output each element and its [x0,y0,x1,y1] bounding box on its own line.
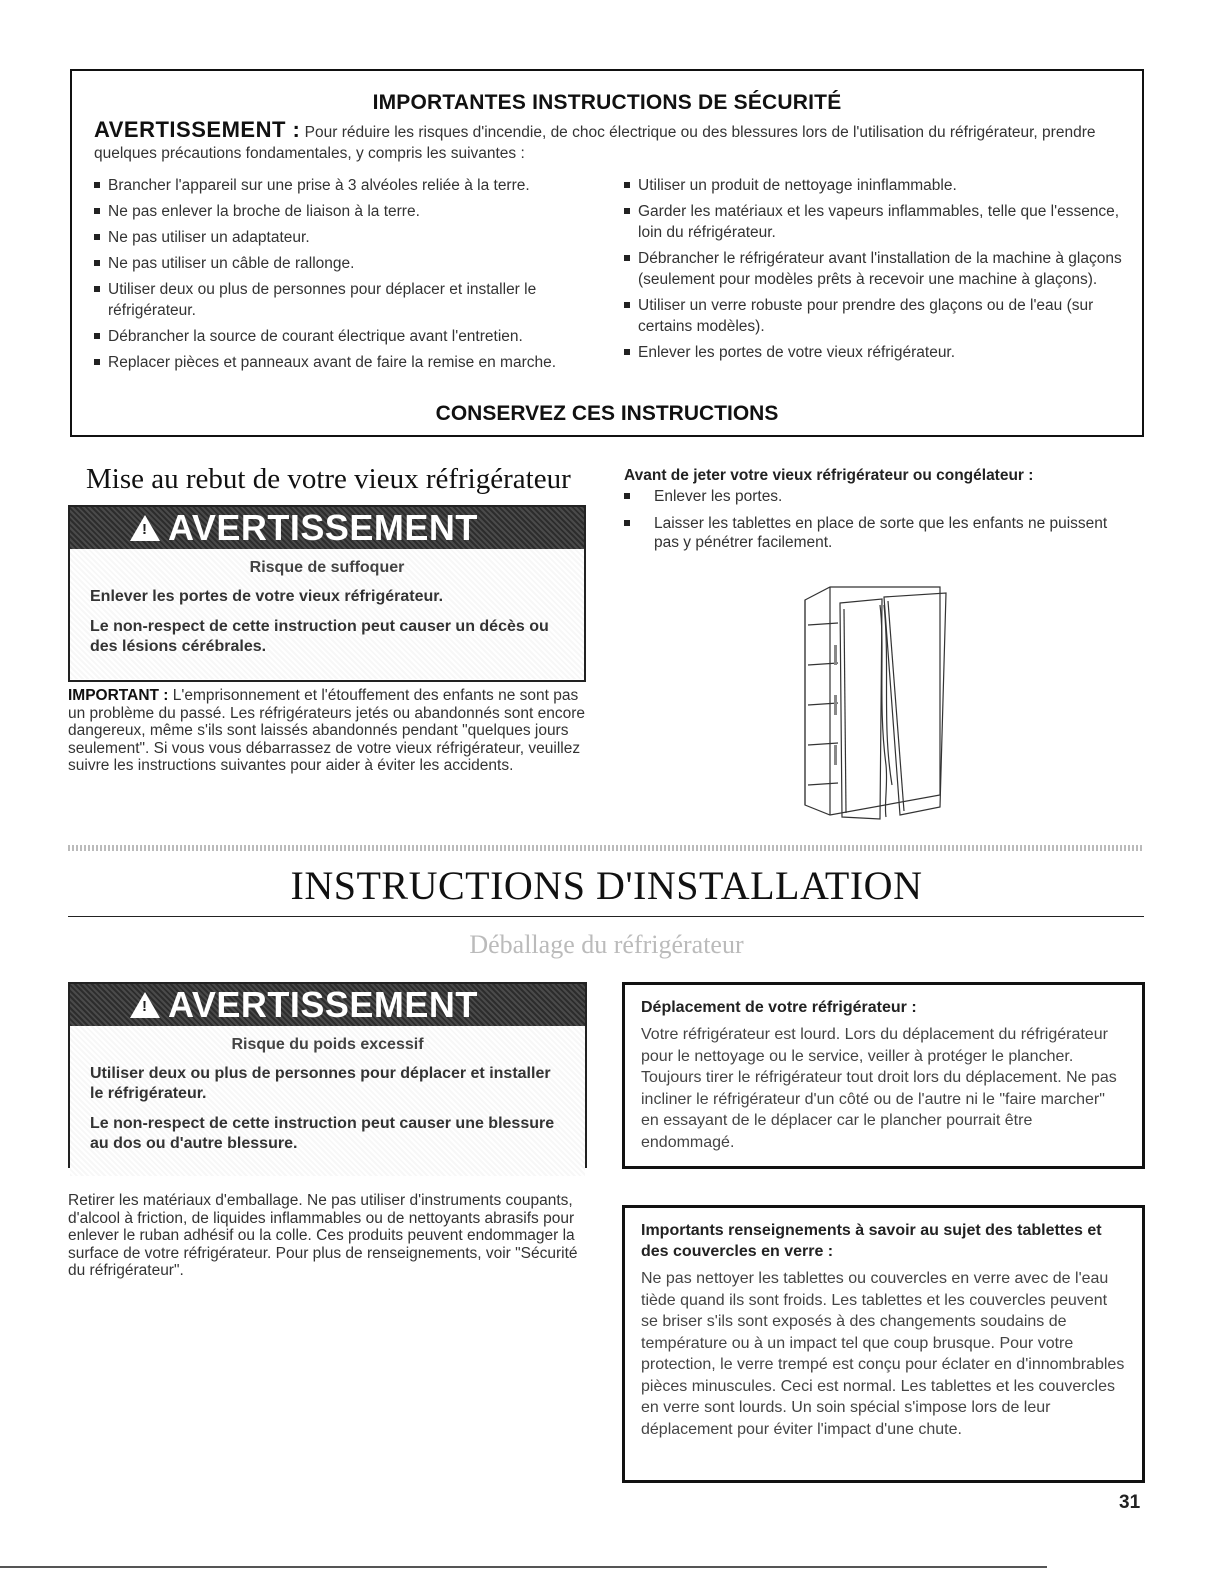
list-item: Enlever les portes de votre vieux réfrigérateur. [624,342,1134,363]
safety-footer: CONSERVEZ CES INSTRUCTIONS [435,402,779,425]
list-item: Ne pas utiliser un adaptateur. [94,227,614,248]
warning-banner: ! AVERTISSEMENT [70,507,584,549]
list-item: Brancher l'appareil sur une prise à 3 alvéoles reliée à la terre. [94,175,614,196]
warning-subtitle: Risque du poids excessif [231,1036,424,1053]
bullet-icon [94,359,100,365]
unpack-heading: Déballage du réfrigérateur [469,930,744,959]
bullet-icon [94,182,100,188]
bullet-icon [94,286,100,292]
safety-intro [94,119,1124,164]
warning-body [70,549,584,679]
bullet-icon [94,260,100,266]
fridge-doors-removed-icon [800,585,948,823]
list-item: Débrancher le réfrigérateur avant l'installation de la machine à glaçons (seulement pour modèles prêts à recevoir une machine à glaçons). [624,248,1134,290]
list-item: Ne pas enlever la broche de liaison à la terre. [94,201,614,222]
list-item: Laisser les tablettes en place de sorte que les enfants ne puissent pas y pénétrer facilement. [624,514,1124,552]
warning-body [70,1026,585,1176]
list-item: Utiliser un produit de nettoyage ininflammable. [624,175,1134,196]
fridge-illustration [800,585,948,823]
glass-body: Ne pas nettoyer les tablettes ou couvercles en verre avec de l'eau tiède quand ils sont froids. Les tablettes et les couvercles peuvent se briser s'ils sont exposés à des changements soudains de température ou à un impact tel que coup brusque. Pour votre protection, le verre trempé est conçu pour éclater en d'innombrables pièces minuscules. Ceci est normal. Les tablettes et les couvercles en verre sont lourds. Un soin spécial s'impose lors de leur déplacement pour éviter l'impact d'une chute. [641,1270,1125,1438]
bullet-icon [624,208,630,214]
bullet-icon [624,349,630,355]
warning-line: Le non-respect de cette instruction peut causer une blessure au dos ou d'autre blessure. [90,1115,555,1152]
safety-list-left [94,175,614,378]
warning-banner: ! AVERTISSEMENT [70,984,585,1026]
warning-triangle-icon: ! [130,992,160,1018]
glass-title: Importants renseignements à savoir au sujet des tablettes et des couvercles en verre : [641,1222,1102,1260]
list-item: Utiliser deux ou plus de personnes pour déplacer et installer le réfrigérateur. [94,279,614,321]
installation-title: INSTRUCTIONS D'INSTALLATION [290,863,923,908]
bottom-rule [0,1566,1047,1568]
warning-line: Utiliser deux ou plus de personnes pour déplacer et installer le réfrigérateur. [90,1065,551,1102]
unpack-text: Retirer les matériaux d'emballage. Ne pas utiliser d'instruments coupants, d'alcool à friction, de liquides inflammables ou de nettoyants abrasifs pour enlever le ruban adhésif ou la colle. Ces produits peuvent endommager la surface de votre réfrigérateur. Pour plus de renseignements, voir "Sécurité du réfrigérateur". [68,1192,578,1279]
moving-title: Déplacement de votre réfrigérateur : [641,999,917,1016]
bullet-icon [624,255,630,261]
warning-triangle-icon: ! [130,515,160,541]
list-item: Utiliser un verre robuste pour prendre des glaçons ou de l'eau (sur certains modèles). [624,295,1134,337]
bullet-icon [94,208,100,214]
bullet-icon [624,182,630,188]
section-divider [68,845,1144,851]
warning-line: Le non-respect de cette instruction peut causer un décès ou des lésions cérébrales. [90,618,549,655]
bullet-icon [94,234,100,240]
list-item: Enlever les portes. [624,487,1124,506]
safety-title: IMPORTANTES INSTRUCTIONS DE SÉCURITÉ [372,91,842,114]
list-item: Ne pas utiliser un câble de rallonge. [94,253,614,274]
warning-text: Pour réduire les risques d'incendie, de choc électrique ou des blessures lors de l'utilisation du réfrigérateur, prendre quelques précautions fondamentales, y compris les suivantes : [94,124,1096,162]
bullet-icon [624,520,630,526]
disposal-heading: Mise au rebut de votre vieux réfrigérateur [86,463,571,495]
glass-info-box [622,1205,1145,1483]
warning-lead: AVERTISSEMENT : [94,117,301,142]
list-item: Débrancher la source de courant électrique avant l'entretien. [94,326,614,347]
page-number: 31 [1119,1492,1141,1513]
moving-info-box [622,982,1145,1169]
suffocation-warning-box [68,505,586,682]
warning-subtitle: Risque de suffoquer [249,559,405,576]
bullet-icon [94,333,100,339]
disposal-steps-list [624,487,1124,560]
disposal-steps-title: Avant de jeter votre vieux réfrigérateur ou congélateur : [624,467,1034,484]
important-body: L'emprisonnement et l'étouffement des enfants ne sont pas un problème du passé. Les réfrigérateurs jetés ou abandonnés sont encore dangereux, même s'ils sont laissés abandonnés pendant "quelques jours seulement". Si vous vous débarrassez de votre vieux réfrigérateur, veuillez suivre les instructions suivantes pour aider à éviter les accidents. [68,687,586,774]
bullet-icon [624,302,630,308]
title-rule [68,916,1144,917]
bullet-icon [624,493,630,499]
safety-instructions-box [70,69,1144,437]
disposal-important-text [68,687,598,775]
important-lead: IMPORTANT : [68,687,169,704]
safety-list-right [624,175,1134,368]
warning-line: Enlever les portes de votre vieux réfrigérateur. [90,588,444,605]
moving-body: Votre réfrigérateur est lourd. Lors du déplacement du réfrigérateur pour le nettoyage ou le service, veiller à protéger le plancher. Toujours tirer le réfrigérateur tout droit lors du déplacement. Ne pas incliner le réfrigérateur d'un côté ou de l'autre ni le "faire marcher" en essayant de le déplacer car le plancher pourrait être endommagé. [641,1026,1117,1151]
weight-warning-box [68,982,587,1168]
list-item: Replacer pièces et panneaux avant de faire la remise en marche. [94,352,614,373]
list-item: Garder les matériaux et les vapeurs inflammables, telle que l'essence, loin du réfrigérateur. [624,201,1134,243]
